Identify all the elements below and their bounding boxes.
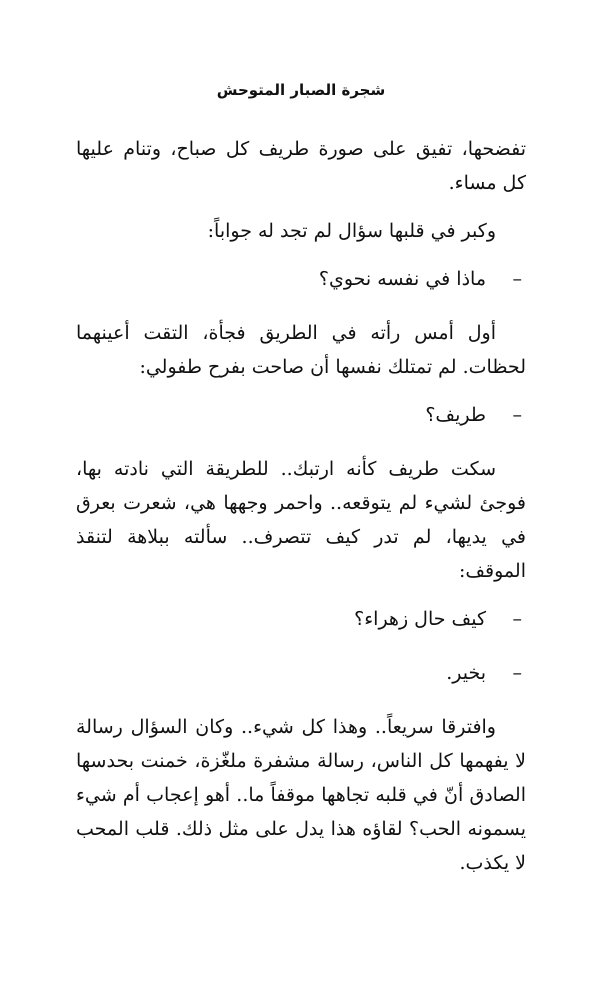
dialogue-text: ماذا في نفسه نحوي؟ [318, 268, 486, 290]
dialogue-dash: – [512, 662, 522, 684]
dialogue-line [76, 656, 526, 690]
dialogue-line [76, 398, 526, 432]
dialogue-text: طريف؟ [425, 404, 486, 426]
paragraph: وافترقا سريعاً.. وهذا كل شيء.. وكان السؤال رسالة لا يفهمها كل الناس، رسالة مشفرة ملغّزة، خمنت بحدسها الصادق أنّ في قلبه تجاهها موقفاً ما.. أهو إعجاب أم شيء يسمونه الحب؟ لقاؤه هذا يدل على مثل ذلك. قلب المحب لا يكذب. [76, 716, 526, 874]
running-title: شجرة الصبار المتوحش [216, 81, 386, 99]
paragraph: وكبر في قلبها سؤال لم تجد له جواباً: [207, 220, 496, 242]
dialogue-line [76, 262, 526, 296]
dialogue-dash: – [512, 404, 522, 426]
book-page [76, 76, 526, 894]
dialogue-dash: – [512, 268, 522, 290]
dialogue-text: كيف حال زهراء؟ [354, 608, 486, 630]
paragraph: سكت طريف كأنه ارتبك.. للطريقة التي نادته بها، فوجئ لشيء لم يتوقعه.. واحمر وجهها هي، شعرت بعرق في يديها، لم تدر كيف تتصرف.. سألته ببلاهة لتنقذ الموقف: [76, 458, 526, 582]
paragraph: تفضحها، تفيق على صورة طريف كل صباح، وتنام عليها كل مساء. [76, 138, 526, 194]
dialogue-line [76, 602, 526, 636]
paragraph: أول أمس رأته في الطريق فجأة، التقت أعينهما لحظات. لم تمتلك نفسها أن صاحت بفرح طفولي: [76, 322, 526, 378]
dialogue-dash: – [512, 608, 522, 630]
dialogue-text: بخير. [446, 662, 486, 684]
